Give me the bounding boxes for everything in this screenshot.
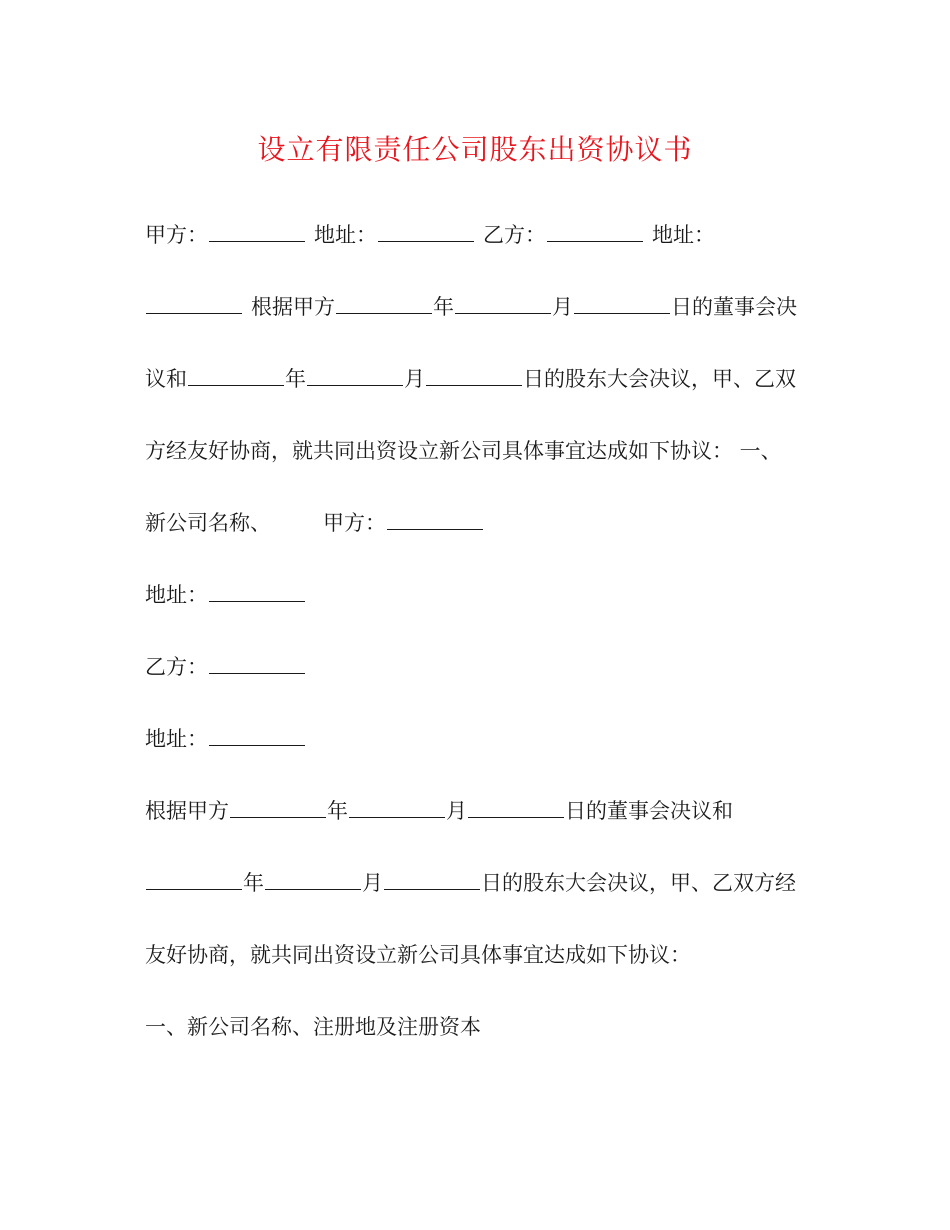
text-line-4 bbox=[145, 436, 825, 466]
blank-field[interactable] bbox=[209, 655, 305, 674]
text-segment: 年 bbox=[433, 295, 454, 319]
blank-field[interactable] bbox=[574, 295, 670, 314]
text-segment: 日的股东大会决议，甲、乙双方经 bbox=[481, 871, 796, 895]
document-title: 设立有限责任公司股东出资协议书 bbox=[257, 133, 693, 166]
text-line-7 bbox=[145, 652, 825, 682]
blank-field[interactable] bbox=[230, 799, 326, 818]
text-segment: 月 bbox=[552, 295, 573, 319]
text-line-5 bbox=[145, 508, 825, 538]
text-segment: 一、新公司名称、注册地及注册资本 bbox=[145, 1015, 481, 1039]
text-segment: 年 bbox=[285, 367, 306, 391]
text-segment: 日的股东大会决议，甲、乙双 bbox=[523, 367, 796, 391]
text-segment: 日的董事会决 bbox=[671, 295, 797, 319]
blank-field[interactable] bbox=[146, 871, 242, 890]
text-segment: 议和 bbox=[145, 367, 187, 391]
blank-field[interactable] bbox=[307, 367, 403, 386]
text-segment: 月 bbox=[404, 367, 425, 391]
label-address: 地址： bbox=[145, 727, 208, 751]
text-segment: 根据甲方 bbox=[251, 295, 335, 319]
text-segment: 新公司名称、 bbox=[145, 511, 271, 535]
label-address: 地址： bbox=[314, 223, 377, 247]
text-segment: 月 bbox=[362, 871, 383, 895]
blank-field[interactable] bbox=[336, 295, 432, 314]
label-party-b: 乙方： bbox=[483, 223, 546, 247]
text-segment: 年 bbox=[327, 799, 348, 823]
text-line-11 bbox=[145, 940, 825, 970]
label-party-a: 甲方： bbox=[145, 223, 208, 247]
blank-field[interactable] bbox=[265, 871, 361, 890]
text-line-6 bbox=[145, 580, 825, 610]
blank-field[interactable] bbox=[547, 223, 643, 242]
text-line-9 bbox=[145, 796, 825, 826]
blank-field[interactable] bbox=[209, 223, 305, 242]
blank-field[interactable] bbox=[384, 871, 480, 890]
blank-field[interactable] bbox=[349, 799, 445, 818]
blank-field[interactable] bbox=[188, 367, 284, 386]
text-segment: 方经友好协商，就共同出资设立新公司具体事宜达成如下协议： 一、 bbox=[145, 439, 782, 463]
blank-field[interactable] bbox=[378, 223, 474, 242]
label-party-b: 乙方： bbox=[145, 655, 208, 679]
text-segment: 根据甲方 bbox=[145, 799, 229, 823]
blank-field[interactable] bbox=[387, 511, 483, 530]
text-segment: 日的董事会决议和 bbox=[565, 799, 733, 823]
blank-field[interactable] bbox=[209, 727, 305, 746]
blank-field[interactable] bbox=[455, 295, 551, 314]
blank-field[interactable] bbox=[426, 367, 522, 386]
section-heading bbox=[145, 1012, 825, 1042]
blank-field[interactable] bbox=[209, 583, 305, 602]
label-address: 地址： bbox=[145, 583, 208, 607]
text-line-10 bbox=[145, 868, 825, 898]
text-line-2 bbox=[145, 292, 825, 322]
label-party-a: 甲方： bbox=[323, 511, 386, 535]
text-line-3 bbox=[145, 364, 825, 394]
text-segment: 月 bbox=[446, 799, 467, 823]
text-segment: 年 bbox=[243, 871, 264, 895]
text-segment: 友好协商，就共同出资设立新公司具体事宜达成如下协议： bbox=[145, 943, 691, 967]
blank-field[interactable] bbox=[146, 295, 242, 314]
blank-field[interactable] bbox=[468, 799, 564, 818]
label-address: 地址： bbox=[652, 223, 715, 247]
text-line-1 bbox=[145, 220, 825, 250]
text-line-8 bbox=[145, 724, 825, 754]
